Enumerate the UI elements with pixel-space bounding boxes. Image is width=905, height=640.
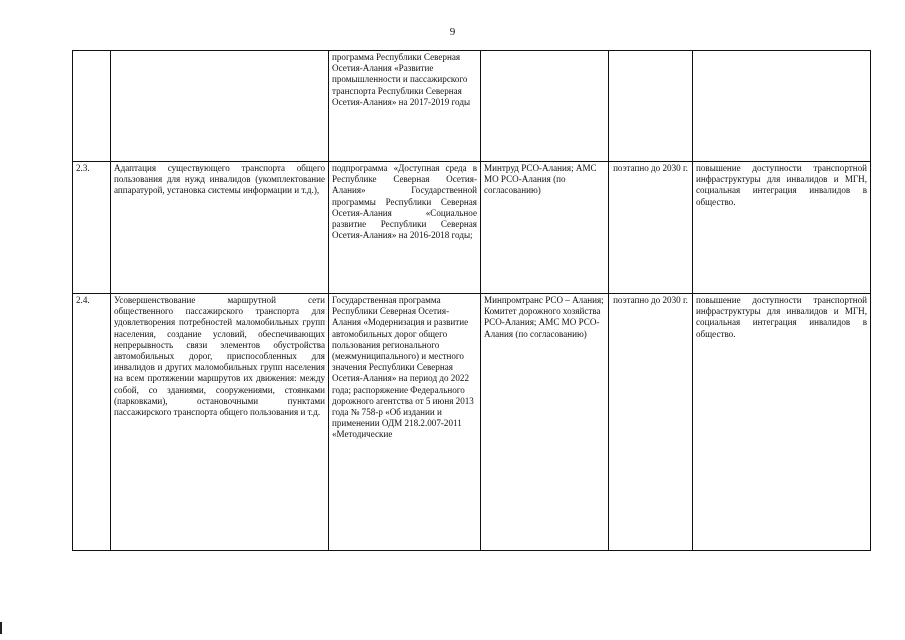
basis-cell: программа Республики Северная Осетия-Алания «Развитие промышленности и пассажирского транспорта Республики Северная Осетия-Алания» на 2017-2019 годы: [329, 51, 481, 162]
basis-cell: подпрограмма «Доступная среда в Республике Северная Осетия-Алания» Государственной программы Республики Северная Осетия-Алания «Социальное развитие Республики Северная Осетия-Алания» на 2016-2018 годы;: [329, 162, 481, 294]
measure-cell: Усовершенствование маршрутной сети общественного пассажирского транспорта для удовлетворения потребностей маломобильных групп населения, создание условий, обеспечивающих непрерывность связи элементов обустройства автомобильных дорог, приспособленных для инвалидов и других маломобильных групп населения на всем протяжении маршрутов их движения: между собой, со зданиями, сооружениями, стоянками (парковками), остановочными пунктами пассажирского транспорта общего пользования и т.д.: [111, 294, 329, 551]
table-row: [73, 294, 871, 551]
measure-cell: [111, 51, 329, 162]
table-row: [73, 51, 871, 162]
page-number: 9: [449, 26, 456, 38]
scan-edge-mark: [0, 622, 2, 634]
measure-cell: Адаптация существующего транспорта общего пользования для нужд инвалидов (укомплектование аппаратурой, установка системы информации и т.д.),: [111, 162, 329, 294]
deadline-cell: поэтапно до 2030 г.: [609, 162, 693, 294]
result-cell: повышение доступности транспортной инфраструктуры для инвалидов и МГН, социальная интеграция инвалидов в общество.: [693, 162, 871, 294]
executor-cell: [481, 51, 609, 162]
measures-table: [72, 50, 871, 551]
row-number: 2.4.: [73, 294, 111, 551]
executor-cell: Минтруд РСО-Алания; АМС МО РСО-Алания (по согласованию): [481, 162, 609, 294]
row-number: 2.3.: [73, 162, 111, 294]
result-cell: повышение доступности транспортной инфраструктуры для инвалидов и МГН, социальная интеграция инвалидов в общество.: [693, 294, 871, 551]
deadline-cell: поэтапно до 2030 г.: [609, 294, 693, 551]
executor-cell: Минпромтранс РСО – Алания; Комитет дорожного хозяйства РСО-Алания; АМС МО РСО-Алания (по согласованию): [481, 294, 609, 551]
deadline-cell: [609, 51, 693, 162]
table-row: [73, 162, 871, 294]
basis-cell: Государственная программа Республики Северная Осетия-Алания «Модернизация и развитие автомобильных дорог общего пользования регионального (межмуниципального) и местного значения Республики Северная Осетия-Алания» на период до 2022 года; распоряжение Федерального дорожного агентства от 5 июня 2013 года № 758-р «Об издании и применении ОДМ 218.2.007-2011 «Методические: [329, 294, 481, 551]
row-number: [73, 51, 111, 162]
result-cell: [693, 51, 871, 162]
